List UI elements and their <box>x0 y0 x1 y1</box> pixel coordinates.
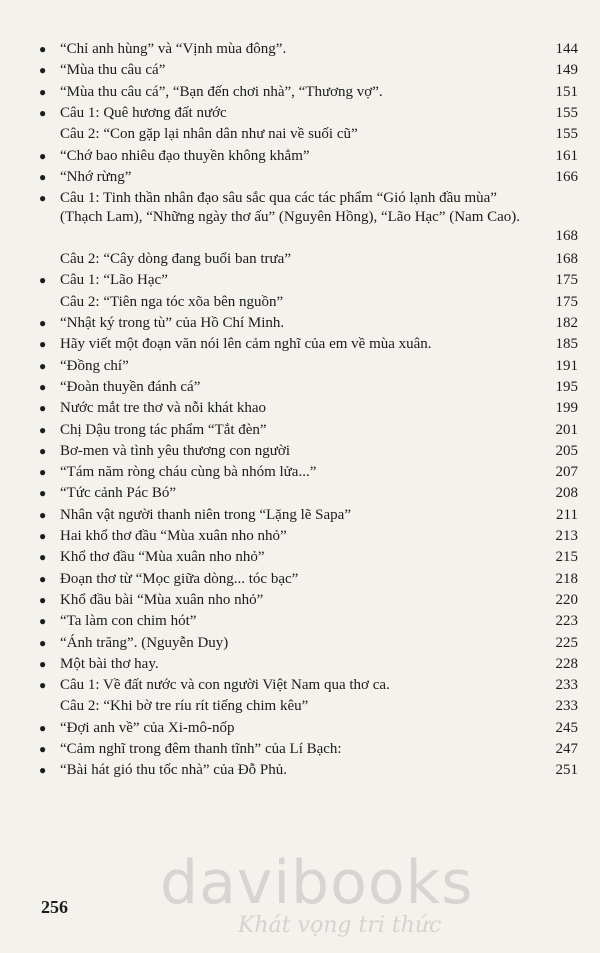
bullet-icon: ● <box>39 656 47 671</box>
bullet-icon: ● <box>39 148 47 163</box>
bullet-icon: ● <box>39 529 47 543</box>
toc-entry-page: 182 <box>555 315 578 331</box>
toc-entry-page: 205 <box>555 442 578 459</box>
toc-entry-page: 207 <box>555 464 578 481</box>
toc-entry-title: Câu 2: “Con gặp lại nhân dân như nai về suối cũ” <box>60 126 358 143</box>
bullet-icon: ● <box>39 358 47 373</box>
bullet-icon: ● <box>39 614 47 629</box>
bullet-icon: ● <box>39 169 47 184</box>
watermark-slogan: Khát vọng tri thức <box>238 913 442 938</box>
toc-entry-page: 166 <box>555 168 578 185</box>
bullet-icon: ● <box>39 273 47 288</box>
bullet-icon: ● <box>39 592 47 607</box>
toc-entry-page: 195 <box>555 378 578 395</box>
toc-entry-title: “Nhật ký trong tù” của Hồ Chí Minh. <box>60 315 285 331</box>
toc-entry-title: “Ánh trăng”. (Nguyễn Duy) <box>60 634 229 651</box>
toc-entry-title: “Chớ bao nhiêu đạo thuyền không khẳm” <box>60 147 310 164</box>
toc-entry-title: Câu 1: Quê hương đất nước <box>60 104 227 121</box>
toc-entry-page: 201 <box>555 421 578 438</box>
bullet-icon: ● <box>39 191 47 206</box>
toc-entry-title: Câu 1: “Lão Hạc” <box>60 272 168 289</box>
toc-entry-title: “Tám năm ròng cháu cùng bà nhóm lửa...” <box>60 464 317 481</box>
toc-entry-title: Chị Dậu trong tác phẩm “Tắt đèn” <box>60 421 267 438</box>
toc-entry-page: 247 <box>555 741 578 757</box>
toc-entry-title: “Mùa thu câu cá” <box>60 62 166 79</box>
toc-entry-title: “Bài hát gió thu tốc nhà” của Đỗ Phủ. <box>60 762 288 779</box>
toc-entry-page: 149 <box>555 62 578 79</box>
toc-entry-page: 191 <box>555 357 578 374</box>
toc-entry-title: Câu 1: Về đất nước và con người Việt Nam qua thơ ca. <box>60 677 390 694</box>
bullet-icon: ● <box>39 678 47 693</box>
toc-entry-page: 175 <box>555 293 578 310</box>
toc-entry-title: Câu 1: Tinh thần nhân đạo sâu sắc qua các tác phẩm “Gió lạnh đầu mùa” (Thạch Lam), “Những ngày thơ ấu” (Nguyên Hồng), “Lão Hạc” (Nam Cao). <box>60 190 521 226</box>
toc-entry-page: 225 <box>555 634 578 651</box>
toc-entry-page: 208 <box>555 485 578 502</box>
bullet-icon: ● <box>39 720 47 735</box>
toc-entry-page: 233 <box>555 677 578 694</box>
toc-entry-page: 215 <box>555 549 578 566</box>
toc-entry-page: 168 <box>555 228 578 245</box>
toc-entry-page: 223 <box>555 613 578 630</box>
toc-entry-page: 213 <box>555 528 578 544</box>
bullet-icon: ● <box>39 42 47 56</box>
toc-entry-page: 185 <box>555 336 578 353</box>
bullet-icon: ● <box>39 63 47 78</box>
bullet-icon: ● <box>39 105 47 120</box>
toc-entry-page: 175 <box>555 272 578 289</box>
bullet-icon: ● <box>39 635 47 650</box>
bullet-icon: ● <box>39 401 47 416</box>
bullet-icon: ● <box>39 571 47 586</box>
toc-entry-title: “Ta làm con chim hót” <box>60 613 197 630</box>
toc-entry-title: “Đoàn thuyền đánh cá” <box>60 378 201 395</box>
toc-entry-page: 155 <box>555 104 578 121</box>
bullet-icon: ● <box>39 763 47 778</box>
toc-entry-page: 168 <box>555 251 578 268</box>
bullet-icon: ● <box>39 486 47 501</box>
bullet-icon: ● <box>39 316 47 330</box>
toc-entry-title: Khổ đầu bài “Mùa xuân nho nhỏ” <box>60 591 264 608</box>
toc-entry-title: “Đợi anh về” của Xi-mô-nốp <box>60 719 235 736</box>
bullet-icon: ● <box>39 443 47 458</box>
bullet-icon: ● <box>39 742 47 756</box>
toc-entry-title: Hãy viết một đoạn văn nói lên cảm nghĩ của em về mùa xuân. <box>60 336 432 353</box>
toc-entry-page: 233 <box>555 698 578 715</box>
toc-entry-title: “Cảm nghĩ trong đêm thanh tĩnh” của Lí Bạch: <box>60 741 342 757</box>
toc-entry-title: Hai khổ thơ đầu “Mùa xuân nho nhỏ” <box>60 528 287 544</box>
toc-entry-title: Nhân vật người thanh niên trong “Lặng lẽ Sapa” <box>60 506 351 523</box>
toc-entry-title: Bơ-men và tình yêu thương con người <box>60 442 291 459</box>
toc-entry-page: 151 <box>555 83 578 100</box>
toc-entry-title: “Đồng chí” <box>60 357 129 374</box>
bullet-icon: ● <box>39 507 47 522</box>
toc-entry-page: 245 <box>555 719 578 736</box>
bullet-icon: ● <box>39 84 47 99</box>
toc-entry-page: 220 <box>555 591 578 608</box>
toc-entry-page: 251 <box>555 762 578 779</box>
toc-entry-title: “Tức cảnh Pác Bó” <box>60 485 176 502</box>
bullet-icon: ● <box>39 422 47 437</box>
toc-entry-title: Đoạn thơ từ “Mọc giữa dòng... tóc bạc” <box>60 570 299 587</box>
toc-entry-page: 211 <box>556 506 578 523</box>
toc-entry-page: 218 <box>555 570 578 587</box>
toc-entry-page: 155 <box>555 126 578 143</box>
toc-entry-title: Câu 2: “Khi bờ tre ríu rít tiếng chim kêu” <box>60 698 309 715</box>
toc-entry-title: Câu 2: “Tiên nga tóc xõa bên nguồn” <box>60 293 284 310</box>
toc-entry-title: Nước mắt tre thơ và nỗi khát khao <box>60 400 267 417</box>
toc-entry-title: Khổ thơ đầu “Mùa xuân nho nhỏ” <box>60 549 265 566</box>
bullet-icon: ● <box>39 465 47 480</box>
toc-entry-page: 144 <box>555 41 578 57</box>
watermark-brand: davibooks <box>160 848 474 918</box>
toc-entry-title: “Chỉ anh hùng” và “Vịnh mùa đông”. <box>60 41 287 57</box>
toc-entry-title: Một bài thơ hay. <box>60 655 159 672</box>
toc-entry-title: “Nhớ rừng” <box>60 168 132 185</box>
toc-entry-page: 199 <box>555 400 578 417</box>
toc-entry-title: Câu 2: “Cây dòng đang buổi ban trưa” <box>60 251 291 268</box>
page-number: 256 <box>41 897 68 917</box>
bullet-icon: ● <box>39 550 47 565</box>
bullet-icon: ● <box>39 379 47 394</box>
bullet-icon: ● <box>39 337 47 352</box>
toc-entry-page: 228 <box>555 655 578 672</box>
toc-entry-page: 161 <box>555 147 578 164</box>
toc-entry-title: “Mùa thu câu cá”, “Bạn đến chơi nhà”, “Thương vợ”. <box>60 83 383 100</box>
